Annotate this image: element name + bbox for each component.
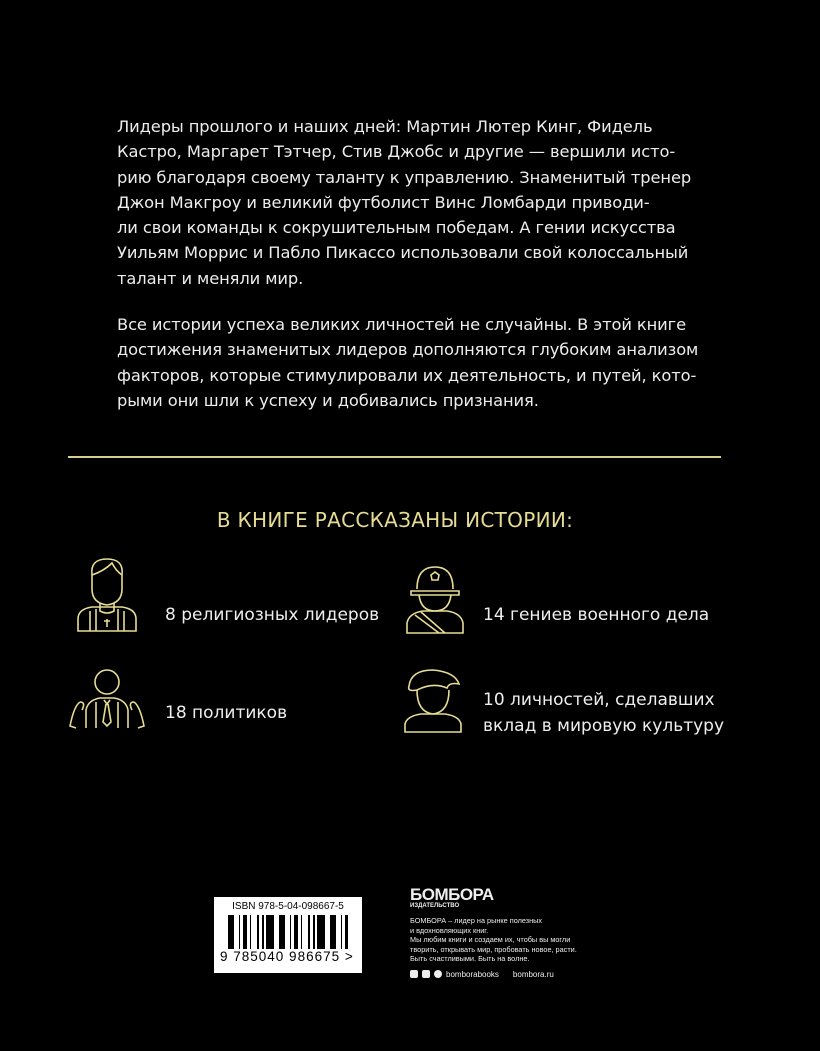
text-line: достижения знаменитых лидеров дополняются глубоким анализом — [117, 340, 699, 360]
publisher-site: bombora.ru — [512, 969, 554, 979]
publisher-logo: БОМБОРА — [410, 885, 494, 904]
vk-icon — [422, 970, 430, 978]
publisher-social — [410, 970, 577, 979]
publisher-subtitle: ИЗДАТЕЛЬСТВО — [410, 903, 460, 909]
soldier-icon — [405, 565, 465, 635]
artist-icon — [403, 668, 463, 734]
publisher-block — [410, 885, 577, 979]
text-line: Быть счастливыми. Быть на волне. — [410, 954, 530, 963]
text-line: Все истории успеха великих личностей не случайны. В этой книге — [117, 315, 687, 334]
stories-heading: В КНИГЕ РАССКАЗАНЫ ИСТОРИИ: — [216, 508, 574, 532]
text-line: Кастро, Маргарет Тэтчер, Стив Джобс и другие — вершили исто- — [117, 142, 676, 162]
politician-icon — [66, 668, 148, 732]
text-line: 10 личностей, сделавших — [483, 690, 715, 710]
text-line: БОМБОРА – лидер на рынке полезных — [410, 916, 543, 925]
story-culture-figures — [483, 687, 724, 739]
text-line: и вдохновляющих книг. — [410, 925, 489, 935]
social-handle: bomborabooks — [446, 969, 499, 979]
divider — [68, 456, 721, 458]
story-religious-leaders: 8 религиозных лидеров — [165, 605, 380, 625]
text-line: факторов, которые стимулировали их деятельность, и путей, кото- — [117, 365, 697, 385]
text-line: Уильям Моррис и Пабло Пикассо использовали свой колоссальный — [117, 243, 689, 263]
instagram-icon — [434, 970, 442, 978]
text-line: творить, открывать мир, пробовать новое, расти. — [410, 944, 577, 954]
story-politicians: 18 политиков — [165, 703, 288, 723]
barcode-number: 9 785040 986675 > — [220, 949, 354, 964]
text-line: ли свои команды к сокрушительным победам. А гении искусства — [117, 218, 676, 238]
story-military-geniuses: 14 гениев военного дела — [483, 605, 710, 625]
facebook-icon — [410, 970, 418, 978]
text-line: Лидеры прошлого и наших дней: Мартин Лютер Кинг, Фидель — [117, 117, 653, 136]
text-line: вклад в мировую культуру — [483, 716, 725, 736]
text-line: Джон Макгроу и великий футболист Винс Ломбарди приводи- — [117, 192, 650, 212]
text-line: талант и меняли мир. — [117, 268, 304, 288]
isbn-text: ISBN 978-5-04-098667-5 — [232, 901, 344, 912]
text-line: рию благодаря своему таланту к управлению. Знаменитый тренер — [117, 167, 692, 187]
description-paragraph-1 — [117, 114, 691, 291]
publisher-description — [410, 916, 577, 964]
text-line: рыми они шли к успеху и добивались признания. — [117, 390, 539, 410]
barcode — [214, 897, 362, 973]
description-paragraph-2 — [117, 312, 698, 413]
text-line: Мы любим книги и создаем их, чтобы вы могли — [410, 935, 571, 944]
priest-icon — [76, 555, 138, 635]
